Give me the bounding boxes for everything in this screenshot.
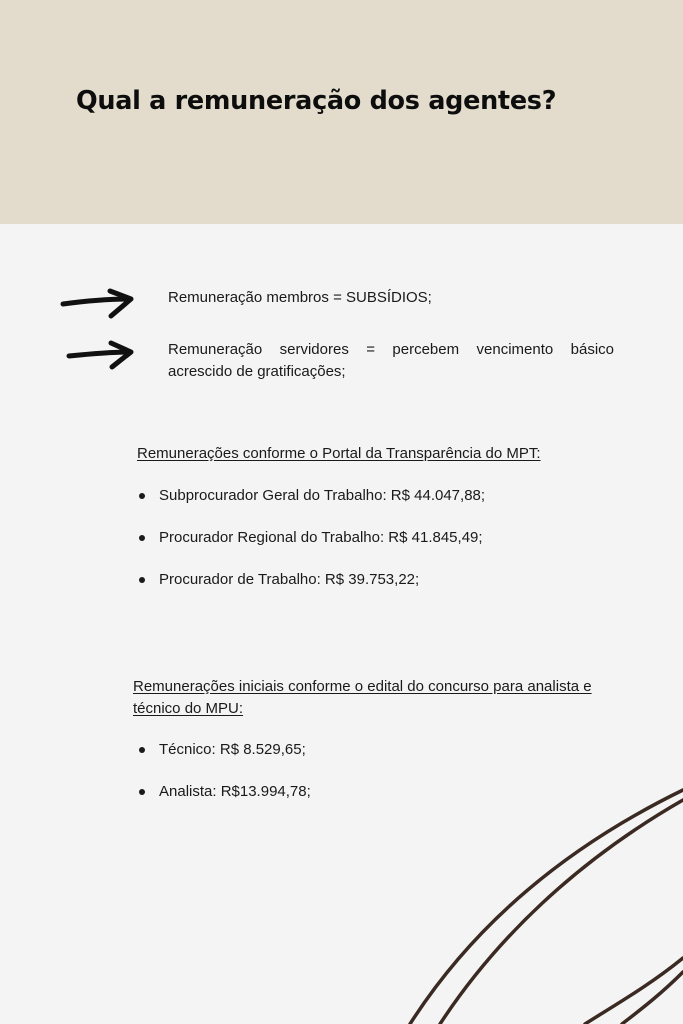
- page-title: Qual a remuneração dos agentes?: [76, 86, 557, 116]
- list-item: Procurador Regional do Trabalho: R$ 41.845,49;: [133, 527, 485, 569]
- intro-servants-text: Remuneração servidores = percebem vencimento básico acrescido de gratificações;: [168, 341, 614, 380]
- list-item: Analista: R$13.994,78;: [133, 781, 311, 823]
- list-item: Técnico: R$ 8.529,65;: [133, 739, 311, 781]
- list-item: Subprocurador Geral do Trabalho: R$ 44.047,88;: [133, 485, 485, 527]
- list-item: Procurador de Trabalho: R$ 39.753,22;: [133, 569, 485, 611]
- portal-heading: Remunerações conforme o Portal da Transparência do MPT:: [137, 445, 541, 462]
- edital-heading: Remunerações iniciais conforme o edital do concurso para analista e técnico do MPU:: [133, 678, 592, 717]
- intro-members-text: Remuneração membros = SUBSÍDIOS;: [168, 289, 432, 306]
